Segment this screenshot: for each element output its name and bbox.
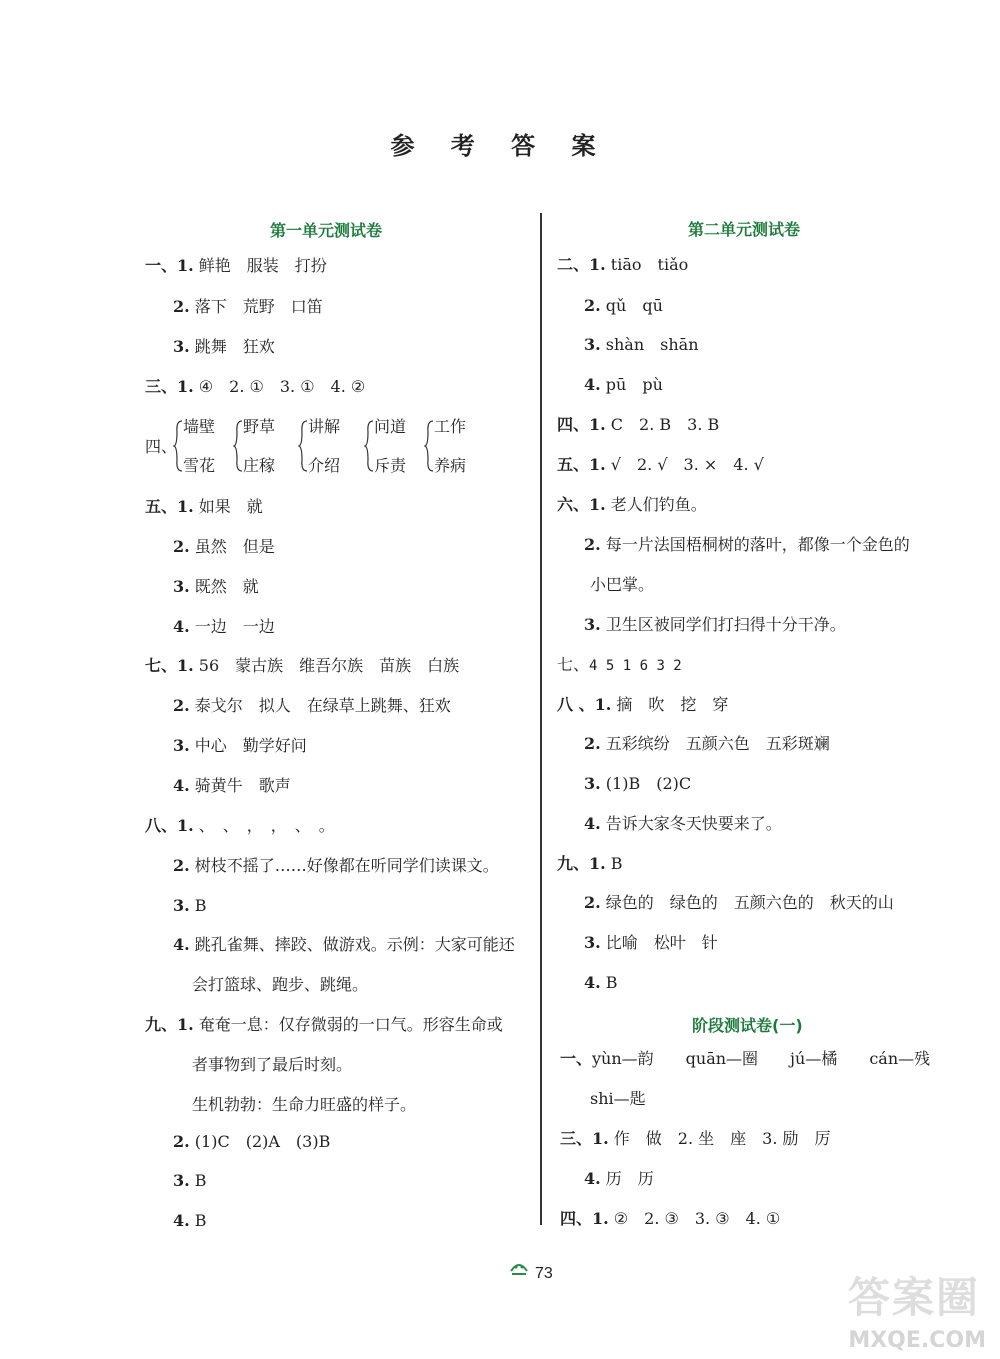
left-answer-line <box>192 1054 352 1076</box>
q4-word: 雪花 <box>183 456 216 475</box>
answer-text: 老人们钓鱼。 <box>605 495 707 514</box>
answer-text: 骑黄牛 歌声 <box>189 776 291 795</box>
left-heading: 第一单元测试卷 <box>270 221 383 240</box>
answer-text: 小巴掌。 <box>590 575 655 594</box>
answer-text: 每一片法国梧桐树的落叶，都像一个金色的 <box>600 535 910 554</box>
answer-text: pū pù <box>600 375 663 394</box>
answer-number: 4. <box>584 973 601 992</box>
answer-number: 3. <box>173 337 190 356</box>
answer-number: 六、1. <box>557 495 606 514</box>
left-answer-line <box>173 775 291 797</box>
left-answer-line <box>173 855 499 877</box>
answer-number: 三、1. <box>560 1129 609 1148</box>
answer-number: 一、1. <box>145 256 194 275</box>
right-answer-line <box>557 454 764 476</box>
answer-number: 3. <box>173 1171 190 1190</box>
answer-text: 历 历 <box>600 1169 654 1188</box>
answer-text: 者事物到了最后时刻。 <box>192 1055 353 1074</box>
answer-text: 五彩缤纷 五颜六色 五彩斑斓 <box>600 734 830 753</box>
answer-text: 56 蒙古族 维吾尔族 苗族 白族 <box>193 656 460 675</box>
answer-text: B <box>605 854 623 873</box>
right-heading-2: 阶段测试卷(一) <box>692 1016 803 1035</box>
right-answer-line <box>557 654 682 677</box>
answer-number: 2. <box>173 1132 190 1151</box>
answer-number: 4. <box>173 776 190 795</box>
answer-number: 四、1. <box>560 1209 609 1228</box>
answer-number: 3. <box>584 335 601 354</box>
left-answer-line <box>192 974 368 996</box>
q4-word: 庄稼 <box>243 456 276 475</box>
right-answer-line <box>584 972 618 994</box>
answer-text: shi—匙 <box>590 1089 646 1108</box>
answer-number: 二、1. <box>557 255 606 274</box>
left-answer-line <box>173 895 207 917</box>
left-answer-line <box>145 655 459 677</box>
answer-text: 如果 就 <box>193 497 263 516</box>
right-answer-line <box>557 494 707 516</box>
answer-number: 五、1. <box>145 497 194 516</box>
answer-text: shàn shān <box>600 335 699 354</box>
answer-text: 跳舞 狂欢 <box>189 337 275 356</box>
left-answer-line <box>173 1170 207 1192</box>
answer-text: 比喻 松叶 针 <box>600 933 718 952</box>
left-answer-line <box>145 255 327 277</box>
answer-number: 五、1. <box>557 455 606 474</box>
right-answer-line <box>557 414 719 436</box>
left-answer-line <box>173 695 451 717</box>
right-answer-line <box>557 694 728 716</box>
q4-word: 养病 <box>434 456 467 475</box>
answer-text: 虽然 但是 <box>189 537 275 556</box>
watermark-text-top: 答案圈 <box>847 1273 980 1322</box>
answer-text: 鲜艳 服装 打扮 <box>193 256 327 275</box>
answer-number: 3. <box>173 577 190 596</box>
q4-word: 工作 <box>434 417 467 436</box>
answer-text: C 2. B 3. B <box>605 415 720 434</box>
answer-number: 4. <box>584 375 601 394</box>
right-answer-line <box>590 574 654 596</box>
watermark-text-bottom: MXQE.COM <box>848 1328 986 1353</box>
answer-text: yùn—韵 quān—圈 jú—橘 cán—残 <box>592 1049 931 1068</box>
watermark-logo <box>786 1263 986 1353</box>
mascot-icon <box>508 1255 530 1277</box>
q4-word: 斥责 <box>374 456 407 475</box>
answer-text: 作 做 2. 坐 座 3. 励 厉 <box>608 1129 831 1148</box>
answer-number: 3. <box>584 933 601 952</box>
answer-number: 2. <box>584 535 601 554</box>
answer-text: 4 5 1 6 3 2 <box>589 658 682 674</box>
brace-icon <box>298 420 308 472</box>
q4-word: 讲解 <box>308 417 341 436</box>
right-answer-line <box>590 1088 646 1110</box>
answer-number: 2. <box>584 893 601 912</box>
right-answer-line <box>560 1048 930 1070</box>
answer-number: 3. <box>584 615 601 634</box>
answer-text: 绿色的 绿色的 五颜六色的 秋天的山 <box>600 893 894 912</box>
right-answer-line <box>557 254 688 276</box>
right-answer-line <box>584 295 663 317</box>
right-answer-line <box>584 1168 654 1190</box>
right-answer-line <box>584 773 691 795</box>
answer-number: 2. <box>173 537 190 556</box>
left-answer-line <box>173 735 307 757</box>
answer-text: (1)B (2)C <box>600 774 692 793</box>
answer-number: 一、 <box>560 1049 593 1068</box>
answer-text: 卫生区被同学们打扫得十分干净。 <box>600 615 846 634</box>
answer-text: B <box>600 973 618 992</box>
answer-number: 3. <box>173 896 190 915</box>
answer-number: 2. <box>173 297 190 316</box>
answer-number: 八、1. <box>145 816 194 835</box>
answer-text: B <box>189 1171 207 1190</box>
answer-number: 四、1. <box>557 415 606 434</box>
left-answer-line <box>173 296 323 318</box>
answer-number: 4. <box>584 1169 601 1188</box>
answer-text: 跳孔雀舞、摔跤、做游戏。示例：大家可能还 <box>189 935 515 954</box>
right-answer-line <box>560 1128 831 1150</box>
left-answer-line <box>145 376 365 398</box>
right-answer-line <box>584 892 894 914</box>
left-answer-line <box>145 496 263 518</box>
answer-number: 3. <box>584 774 601 793</box>
answer-text: 既然 就 <box>189 577 259 596</box>
left-answer-line <box>173 616 275 638</box>
answer-number: 2. <box>173 856 190 875</box>
right-answer-line <box>584 813 782 835</box>
left-answer-line <box>173 576 259 598</box>
answer-text: 树枝不摇了……好像都在听同学们读课文。 <box>189 856 499 875</box>
answer-number: 2. <box>173 696 190 715</box>
answer-number: 4. <box>173 617 190 636</box>
answer-number: 3. <box>173 736 190 755</box>
answer-text: qǔ qū <box>600 296 663 315</box>
q4-word: 墙壁 <box>183 417 216 436</box>
left-answer-line <box>192 1094 416 1116</box>
answer-text: √ 2. √ 3. × 4. √ <box>605 455 764 474</box>
answer-text: 中心 勤学好问 <box>189 736 307 755</box>
left-answer-line <box>173 1131 330 1153</box>
right-answer-line <box>584 932 718 954</box>
answer-text: ④ 2. ① 3. ① 4. ② <box>193 377 366 396</box>
page-title: 参 考 答 案 <box>390 132 610 160</box>
left-answer-line <box>173 336 275 358</box>
right-answer-line <box>560 1208 780 1230</box>
answer-number: 2. <box>584 734 601 753</box>
answer-text: 落下 荒野 口笛 <box>189 297 323 316</box>
answer-text: 奄奄一息：仅存微弱的一口气。形容生命或 <box>193 1015 503 1034</box>
answer-text: B <box>189 1211 207 1230</box>
answer-text: B <box>189 896 207 915</box>
right-answer-line <box>557 853 623 875</box>
q4-word: 介绍 <box>308 456 341 475</box>
answer-text: 会打篮球、跑步、跳绳。 <box>192 975 369 994</box>
q4-prefix: 四、 <box>145 437 178 456</box>
left-answer-line <box>145 1014 503 1036</box>
brace-icon <box>173 420 183 472</box>
page-number: 73 <box>535 1265 553 1282</box>
answer-number: 九、1. <box>145 1015 194 1034</box>
brace-icon <box>233 420 243 472</box>
answer-number: 七、1. <box>145 656 194 675</box>
answer-text: 一边 一边 <box>189 617 275 636</box>
right-answer-line <box>584 614 846 636</box>
answer-text: ② 2. ③ 3. ③ 4. ① <box>608 1209 781 1228</box>
column-divider <box>540 213 542 1225</box>
answer-text: 、 、 ， ， 、 。 <box>193 816 335 835</box>
answer-text: 生机勃勃：生命力旺盛的样子。 <box>192 1095 417 1114</box>
right-answer-line <box>584 334 699 356</box>
answer-number: 4. <box>584 814 601 833</box>
answer-number: 2. <box>584 296 601 315</box>
answer-number: 九、1. <box>557 854 606 873</box>
right-answer-line <box>584 534 910 556</box>
left-answer-line <box>173 1210 207 1232</box>
q4-word: 野草 <box>243 417 276 436</box>
answer-number: 七、 <box>557 655 590 674</box>
answer-text: tiāo tiǎo <box>605 255 689 274</box>
brace-icon <box>364 420 374 472</box>
right-answer-line <box>584 374 663 396</box>
brace-icon <box>424 420 434 472</box>
answer-text: (1)C (2)A (3)B <box>189 1132 331 1151</box>
answer-text: 摘 吹 挖 穿 <box>611 695 729 714</box>
answer-text: 泰戈尔 拟人 在绿草上跳舞、狂欢 <box>189 696 451 715</box>
q4-word: 问道 <box>374 417 407 436</box>
right-answer-line <box>584 733 830 755</box>
left-answer-line <box>173 934 515 956</box>
right-heading: 第二单元测试卷 <box>688 220 801 239</box>
answer-number: 4. <box>173 1211 190 1230</box>
answer-number: 八 、1. <box>557 695 612 714</box>
left-answer-line <box>145 815 335 837</box>
answer-number: 4. <box>173 935 190 954</box>
answer-text: 告诉大家冬天快要来了。 <box>600 814 782 833</box>
answer-number: 三、1. <box>145 377 194 396</box>
left-answer-line <box>173 536 275 558</box>
